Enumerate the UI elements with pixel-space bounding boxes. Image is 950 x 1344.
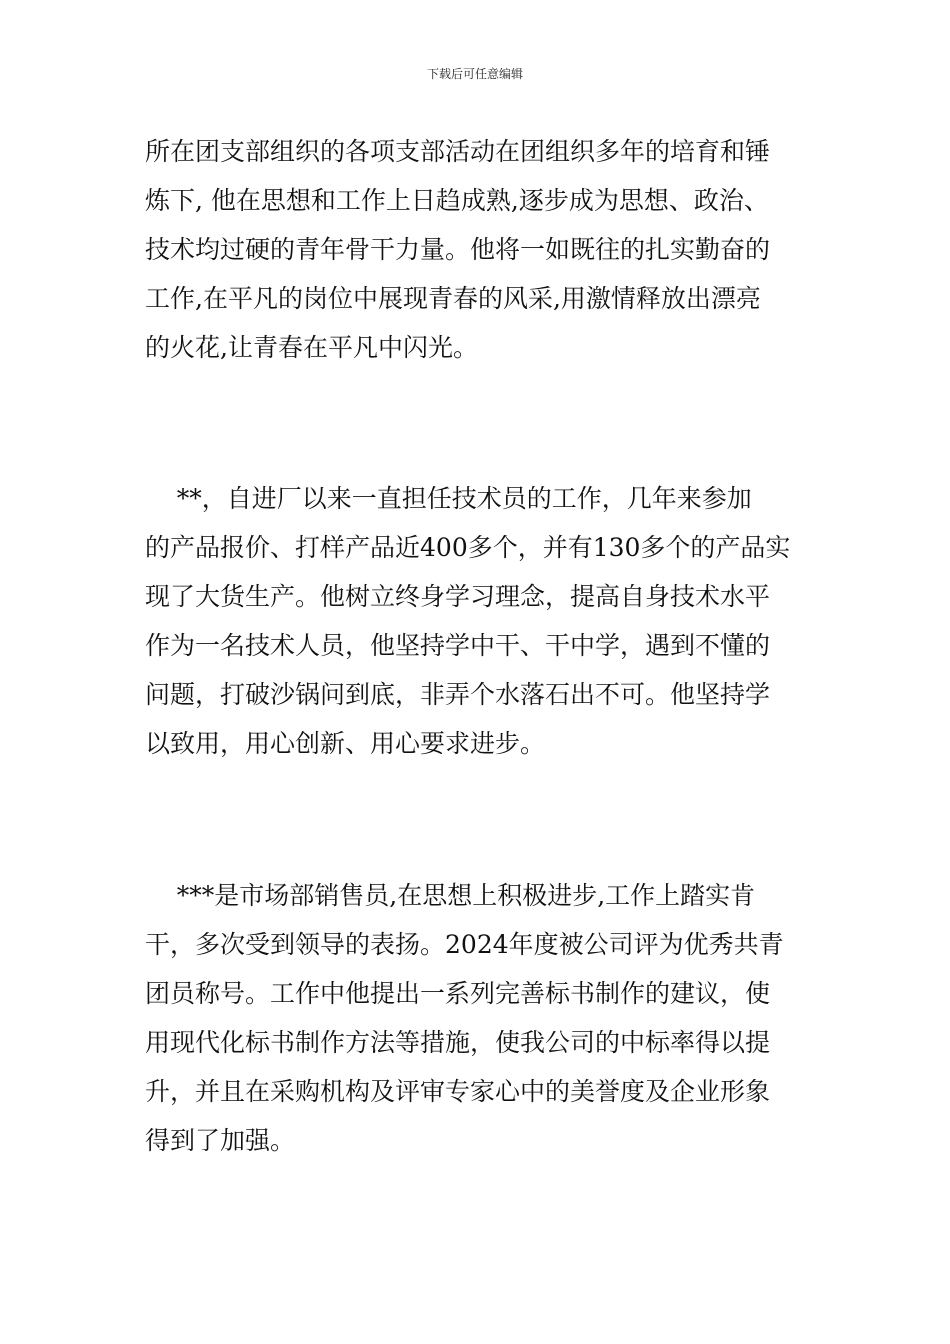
- paragraph-line: 的产品报价、打样产品近400多个，并有130多个的产品实: [145, 533, 791, 562]
- paragraph-2: [145, 474, 810, 768]
- header-note: 下载后可任意编辑: [426, 67, 523, 81]
- paragraph-line: 得到了加强。: [145, 1126, 296, 1155]
- paragraph-line: **，自进厂以来一直担任技术员的工作，几年来参加: [145, 484, 752, 513]
- paragraph-3: [145, 871, 810, 1165]
- paragraph-line: 问题，打破沙锅问到底，非弄个水落石出不可。他坚持学: [145, 680, 771, 709]
- paragraph-line: 所在团支部组织的各项支部活动在团组织多年的培育和锤: [145, 137, 771, 166]
- paragraph-line: 工作,在平凡的岗位中展现青春的风采,用激情释放出漂亮: [145, 284, 761, 313]
- paragraph-line: 现了大货生产。他树立终身学习理念，提高自身技术水平: [145, 582, 771, 611]
- paragraph-line: 干，多次受到领导的表扬。2024年度被公司评为优秀共青: [145, 930, 784, 959]
- paragraph-line: 升，并且在采购机构及评审专家心中的美誉度及企业形象: [145, 1077, 771, 1106]
- paragraph-line: 以致用，用心创新、用心要求进步。: [145, 729, 546, 758]
- paragraph-line: 用现代化标书制作方法等措施，使我公司的中标率得以提: [145, 1028, 771, 1057]
- paragraph-line: ***是市场部销售员,在思想上积极进步,工作上踏实肯: [145, 881, 756, 910]
- paragraph-line: 作为一名技术人员，他坚持学中干、干中学，遇到不懂的: [145, 631, 771, 660]
- paragraph-line: 团员称号。工作中他提出一系列完善标书制作的建议，使: [145, 979, 771, 1008]
- paragraph-line: 技术均过硬的青年骨干力量。他将一如既往的扎实勤奋的: [145, 235, 771, 264]
- paragraph-1: [145, 127, 810, 372]
- paragraph-line: 的火花,让青春在平凡中闪光。: [145, 333, 478, 362]
- paragraph-line: 炼下, 他在思想和工作上日趋成熟,逐步成为思想、政治、: [145, 186, 769, 215]
